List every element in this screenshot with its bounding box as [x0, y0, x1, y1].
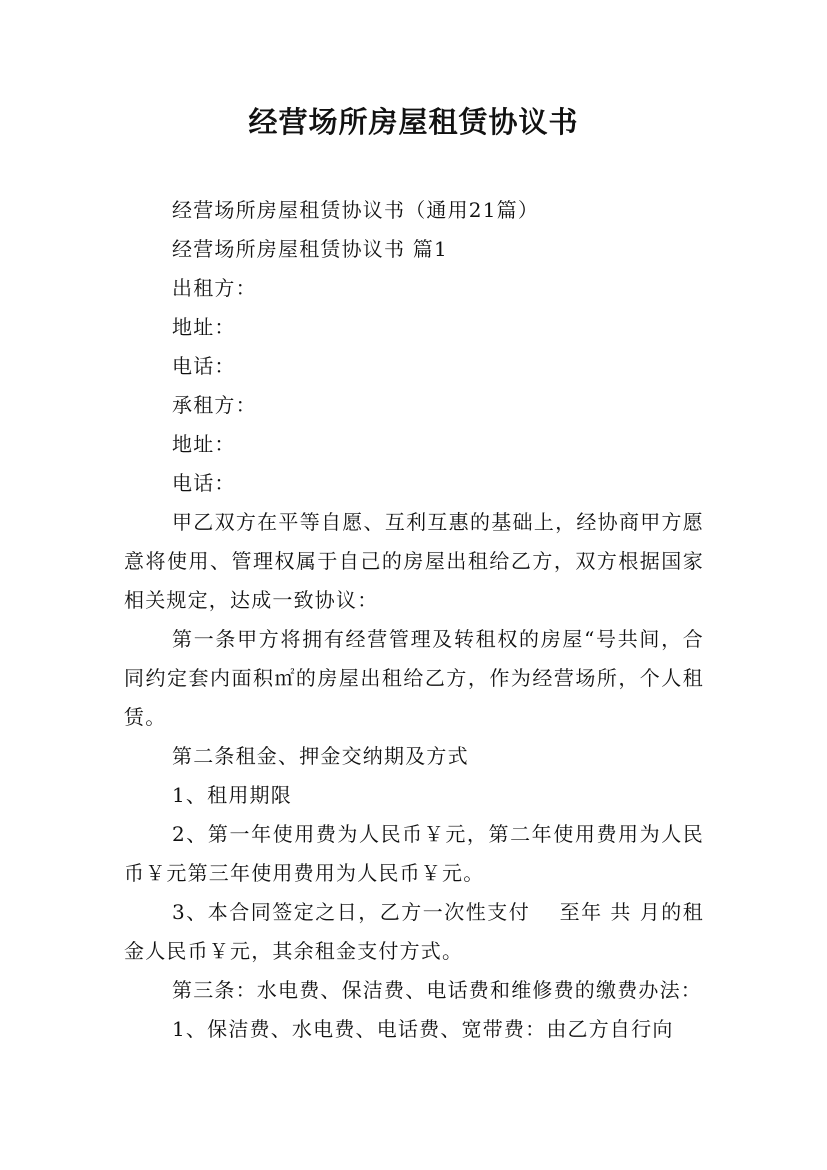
- paragraph-lessor-address: 地址：: [172, 315, 236, 339]
- paragraph-lessee-address: 地址：: [172, 432, 236, 456]
- paragraph-lessee-phone: 电话：: [172, 471, 236, 495]
- paragraph-section-heading: 经营场所房屋租赁协议书 篇1: [172, 237, 448, 261]
- paragraph-article-2-item-3: 3、本合同签定之日，乙方一次性支付 至年 共 月的租金人民币￥元，其余租金支付方式。: [124, 900, 704, 963]
- paragraph-lessor: 出租方：: [172, 276, 257, 300]
- paragraph-article-1: 第一条甲方将拥有经营管理及转租权的房屋“号共间，合同约定套内面积㎡的房屋出租给乙方，作为经营场所，个人租赁。: [124, 627, 704, 729]
- paragraph-preamble: 甲乙双方在平等自愿、互利互惠的基础上，经协商甲方愿意将使用、管理权属于自己的房屋出租给乙方，双方根据国家相关规定，达成一致协议：: [124, 510, 704, 612]
- paragraph-subtitle: 经营场所房屋租赁协议书（通用21篇）: [172, 198, 540, 222]
- paragraph-lessee: 承租方：: [172, 393, 257, 417]
- paragraph-article-2: 第二条租金、押金交纳期及方式: [172, 744, 469, 768]
- paragraph-lessor-phone: 电话：: [172, 354, 236, 378]
- document-title: 经营场所房屋租赁协议书: [248, 105, 579, 139]
- paragraph-article-2-item-1: 1、租用期限: [172, 783, 292, 807]
- paragraph-article-3-item-1: 1、保洁费、水电费、电话费、宽带费：由乙方自行向: [172, 1017, 674, 1041]
- paragraph-article-2-item-2: 2、第一年使用费为人民币￥元，第二年使用费用为人民币￥元第三年使用费用为人民币￥元。: [124, 822, 704, 885]
- paragraph-article-3: 第三条：水电费、保洁费、电话费和维修费的缴费办法：: [172, 978, 702, 1002]
- document-body: [124, 191, 704, 1049]
